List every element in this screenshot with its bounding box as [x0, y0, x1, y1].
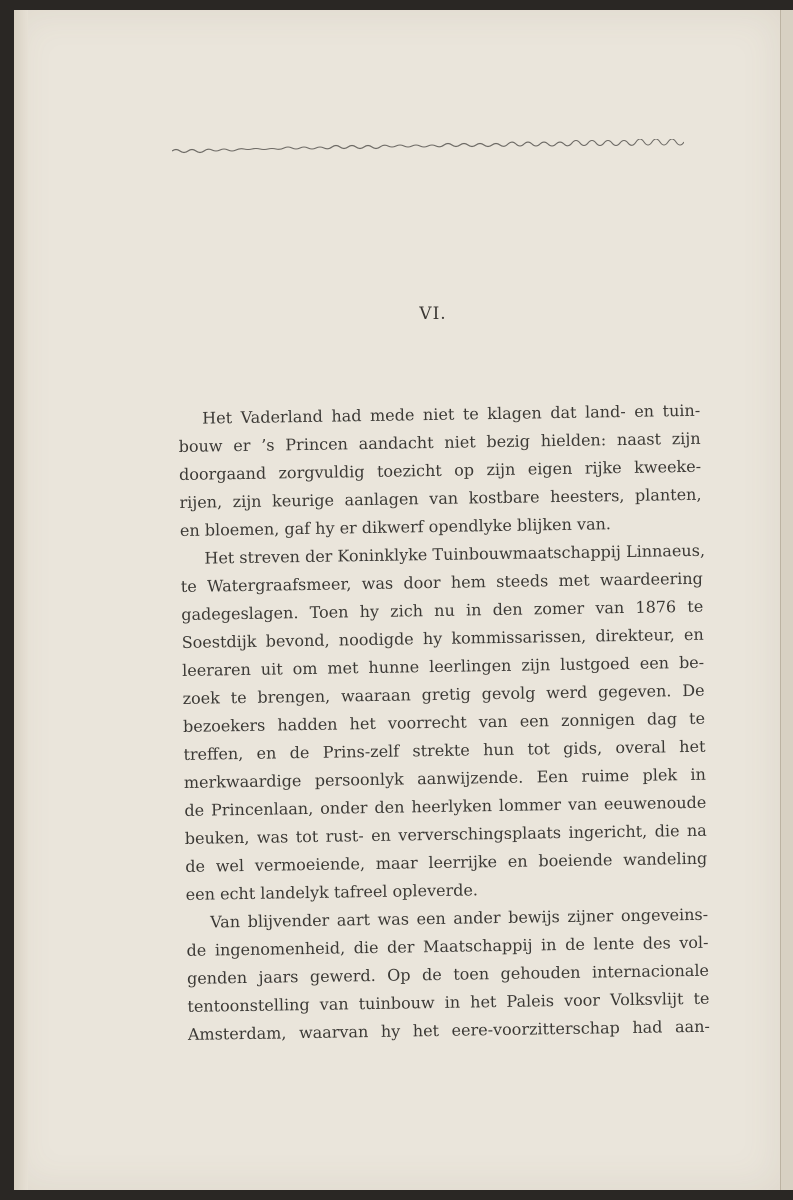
decorative-wavy-rule: [172, 139, 684, 155]
text-line: genden jaars gewerd. Op de toen gehouden internacionale: [186, 960, 710, 988]
text-line: beuken, was tot rust- en ververschingsplaats ingericht, die na: [184, 820, 707, 848]
text-line: de wel vermoeiende, maar leerrijke en boeiende wandeling: [185, 848, 708, 876]
text-line: en bloemen, gaf hy er dikwerf opendlyke blijken van.: [179, 514, 612, 540]
text-line: een echt landelyk tafreel opleverde.: [185, 880, 479, 904]
text-line: bezoekers hadden het voorrecht van een zonnigen dag te: [182, 708, 706, 736]
chapter-heading: VI.: [419, 304, 447, 324]
text-line: Het Vaderland had mede niet te klagen dat land- en tuin-: [202, 400, 701, 428]
text-line: treffen, en de Prins-zelf strekte hun tot gids, overal het: [183, 736, 706, 764]
text-line: rijen, zijn keurige aanlagen van kostbare heesters, planten,: [179, 484, 702, 512]
text-line: Soestdijk bevond, noodigde hy kommissarissen, direkteur, en: [181, 624, 704, 652]
text-line: Van blijvender aart was een ander bewijs zijner ongeveins-: [209, 904, 709, 932]
text-line: zoek te brengen, waaraan gretig gevolg werd gegeven. De: [182, 680, 705, 708]
text-line: bouw er ’s Princen aandacht niet bezig hielden: naast zijn: [178, 428, 701, 456]
text-line: de ingenomenheid, die der Maatschappij in de lente des vol-: [186, 932, 709, 960]
text-line: Het streven der Koninklyke Tuinbouwmaatschappij Linnaeus,: [204, 540, 706, 568]
text-line: Amsterdam, waarvan hy het eere-voorzitterschap had aan-: [187, 1016, 710, 1044]
text-line: merkwaardige persoonlyk aanwijzende. Een ruime plek in: [183, 764, 707, 792]
text-line: gadegeslagen. Toen hy zich nu in den zomer van 1876 te: [181, 596, 704, 624]
text-line: de Princenlaan, onder den heerlyken lommer van eeuwenoude: [184, 792, 707, 820]
text-line: leeraren uit om met hunne leerlingen zijn lustgoed een be-: [182, 652, 705, 680]
text-line: te Watergraafsmeer, was door hem steeds met waardeering: [180, 568, 703, 596]
text-line: doorgaand zorgvuldig toezicht op zijn eigen rijke kweeke-: [178, 456, 702, 484]
page-gutter: [14, 10, 28, 1190]
text-line: tentoonstelling van tuinbouw in het Paleis voor Volksvlijt te: [187, 988, 710, 1016]
body-text: [178, 397, 710, 1049]
page-right-edge: [780, 10, 793, 1190]
